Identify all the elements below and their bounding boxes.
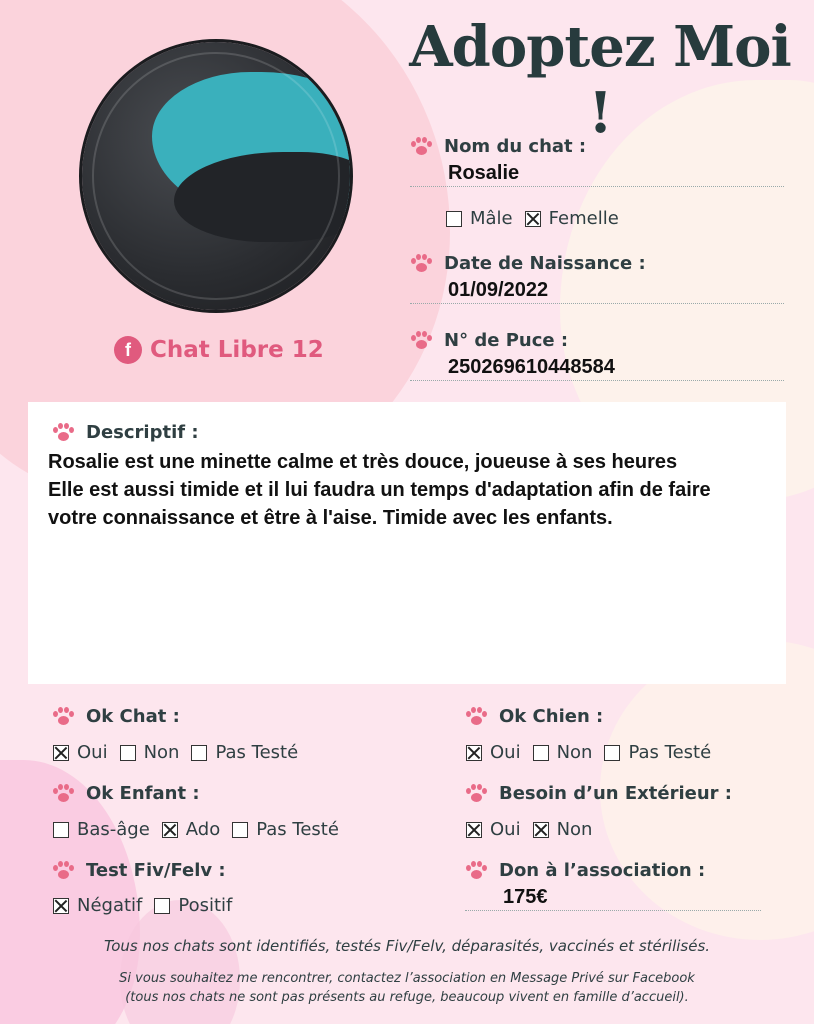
ok-chien-non[interactable] (533, 742, 593, 763)
exterieur-field (465, 783, 732, 804)
checkbox[interactable] (53, 822, 69, 838)
ok-chat-oui[interactable] (53, 742, 108, 763)
paw-icon (465, 707, 487, 727)
description-line: Elle est aussi timide et il lui faudra un temps d'adaptation afin de faire votre connaissance et être à l'aise. Timide avec les enfants. (48, 479, 711, 529)
option-label: Pas Testé (215, 742, 299, 763)
description-text (48, 448, 758, 532)
footer-contact-line: Si vous souhaitez me rencontrer, contactez l’association en Message Privé sur Facebook (119, 971, 695, 986)
exterieur-oui[interactable] (466, 819, 521, 840)
checkbox-male[interactable] (446, 211, 462, 227)
checkbox[interactable] (191, 745, 207, 761)
sex-option-male[interactable] (446, 208, 513, 229)
cat-name-field (410, 136, 784, 187)
option-label: Pas Testé (628, 742, 712, 763)
donation-label: Don à l’association : (499, 860, 706, 881)
ok-chat-field (52, 706, 180, 727)
chip-label: N° de Puce : (444, 330, 569, 351)
chip-value: 250269610448584 (410, 356, 784, 381)
sex-option-label: Femelle (548, 208, 619, 229)
ok-chien-oui[interactable] (466, 742, 521, 763)
option-label: Oui (490, 742, 521, 763)
cat-name-value: Rosalie (410, 162, 784, 187)
ok-chat-pas-teste[interactable] (191, 742, 298, 763)
fiv-field (52, 860, 226, 881)
birth-date-label: Date de Naissance : (444, 253, 646, 274)
paw-icon (52, 423, 74, 443)
ok-chat-label: Ok Chat : (86, 706, 180, 727)
option-label: Négatif (77, 895, 143, 916)
footer-contact (0, 969, 814, 1007)
checkbox[interactable] (604, 745, 620, 761)
checkbox[interactable] (53, 898, 69, 914)
ok-chat-non[interactable] (120, 742, 180, 763)
checkbox[interactable] (162, 822, 178, 838)
checkbox[interactable] (53, 745, 69, 761)
checkbox[interactable] (466, 822, 482, 838)
footer-info: Tous nos chats sont identifiés, testés Fiv/Felv, déparasités, vaccinés et stérilisés. (103, 937, 711, 955)
checkbox[interactable] (232, 822, 248, 838)
paw-icon (465, 784, 487, 804)
option-label: Non (556, 819, 593, 840)
sex-option-label: Mâle (470, 208, 513, 229)
paw-icon (465, 861, 487, 881)
ok-enfant-label: Ok Enfant : (86, 783, 200, 804)
brand-name: Chat Libre 12 (150, 337, 324, 363)
donation-value: 175€ (465, 886, 761, 911)
description-label: Descriptif : (86, 422, 199, 443)
ok-enfant-options (53, 819, 351, 840)
ok-enfant-bas-age[interactable] (53, 819, 150, 840)
association-logo (82, 42, 350, 310)
checkbox[interactable] (533, 822, 549, 838)
option-label: Oui (490, 819, 521, 840)
paw-icon (410, 254, 432, 274)
fiv-negatif[interactable] (53, 895, 142, 916)
ok-enfant-field (52, 783, 200, 804)
option-label: Ado (185, 819, 221, 840)
fiv-label: Test Fiv/Felv : (86, 860, 226, 881)
donation-field (465, 860, 761, 911)
exterieur-options (466, 819, 604, 840)
paw-icon (52, 784, 74, 804)
checkbox[interactable] (120, 745, 136, 761)
footer-contact-line: (tous nos chats ne sont pas présents au refuge, beaucoup vivent en famille d’accueil). (125, 990, 689, 1005)
exterieur-label: Besoin d’un Extérieur : (499, 783, 733, 804)
paw-icon (52, 861, 74, 881)
description-box (28, 402, 786, 684)
facebook-brand[interactable] (114, 336, 324, 364)
checkbox-female[interactable] (525, 211, 541, 227)
checkbox[interactable] (466, 745, 482, 761)
ok-chien-label: Ok Chien : (499, 706, 604, 727)
chip-field (410, 330, 784, 381)
option-label: Pas Testé (256, 819, 339, 840)
facebook-icon: f (114, 336, 142, 364)
ok-enfant-pas-teste[interactable] (232, 819, 339, 840)
ok-chien-field (465, 706, 603, 727)
logo-ring (92, 52, 340, 300)
birth-date-value: 01/09/2022 (410, 279, 784, 304)
ok-chien-options (466, 742, 723, 763)
checkbox[interactable] (533, 745, 549, 761)
option-label: Oui (77, 742, 108, 763)
ok-enfant-ado[interactable] (162, 819, 220, 840)
paw-icon (410, 137, 432, 157)
ok-chien-pas-teste[interactable] (604, 742, 711, 763)
ok-chat-options (53, 742, 310, 763)
fiv-options (53, 895, 244, 916)
paw-icon (52, 707, 74, 727)
option-label: Bas-âge (77, 819, 150, 840)
description-line: Rosalie est une minette calme et très douce, joueuse à ses heures (48, 451, 678, 473)
cat-name-label: Nom du chat : (444, 136, 587, 157)
option-label: Non (143, 742, 180, 763)
paw-icon (410, 331, 432, 351)
sex-option-female[interactable] (525, 208, 619, 229)
birth-date-field (410, 253, 784, 304)
page-title: Adoptez Moi ! (409, 14, 791, 146)
option-label: Non (556, 742, 593, 763)
checkbox[interactable] (154, 898, 170, 914)
sex-options (446, 208, 631, 229)
exterieur-non[interactable] (533, 819, 593, 840)
option-label: Positif (178, 895, 233, 916)
fiv-positif[interactable] (154, 895, 232, 916)
